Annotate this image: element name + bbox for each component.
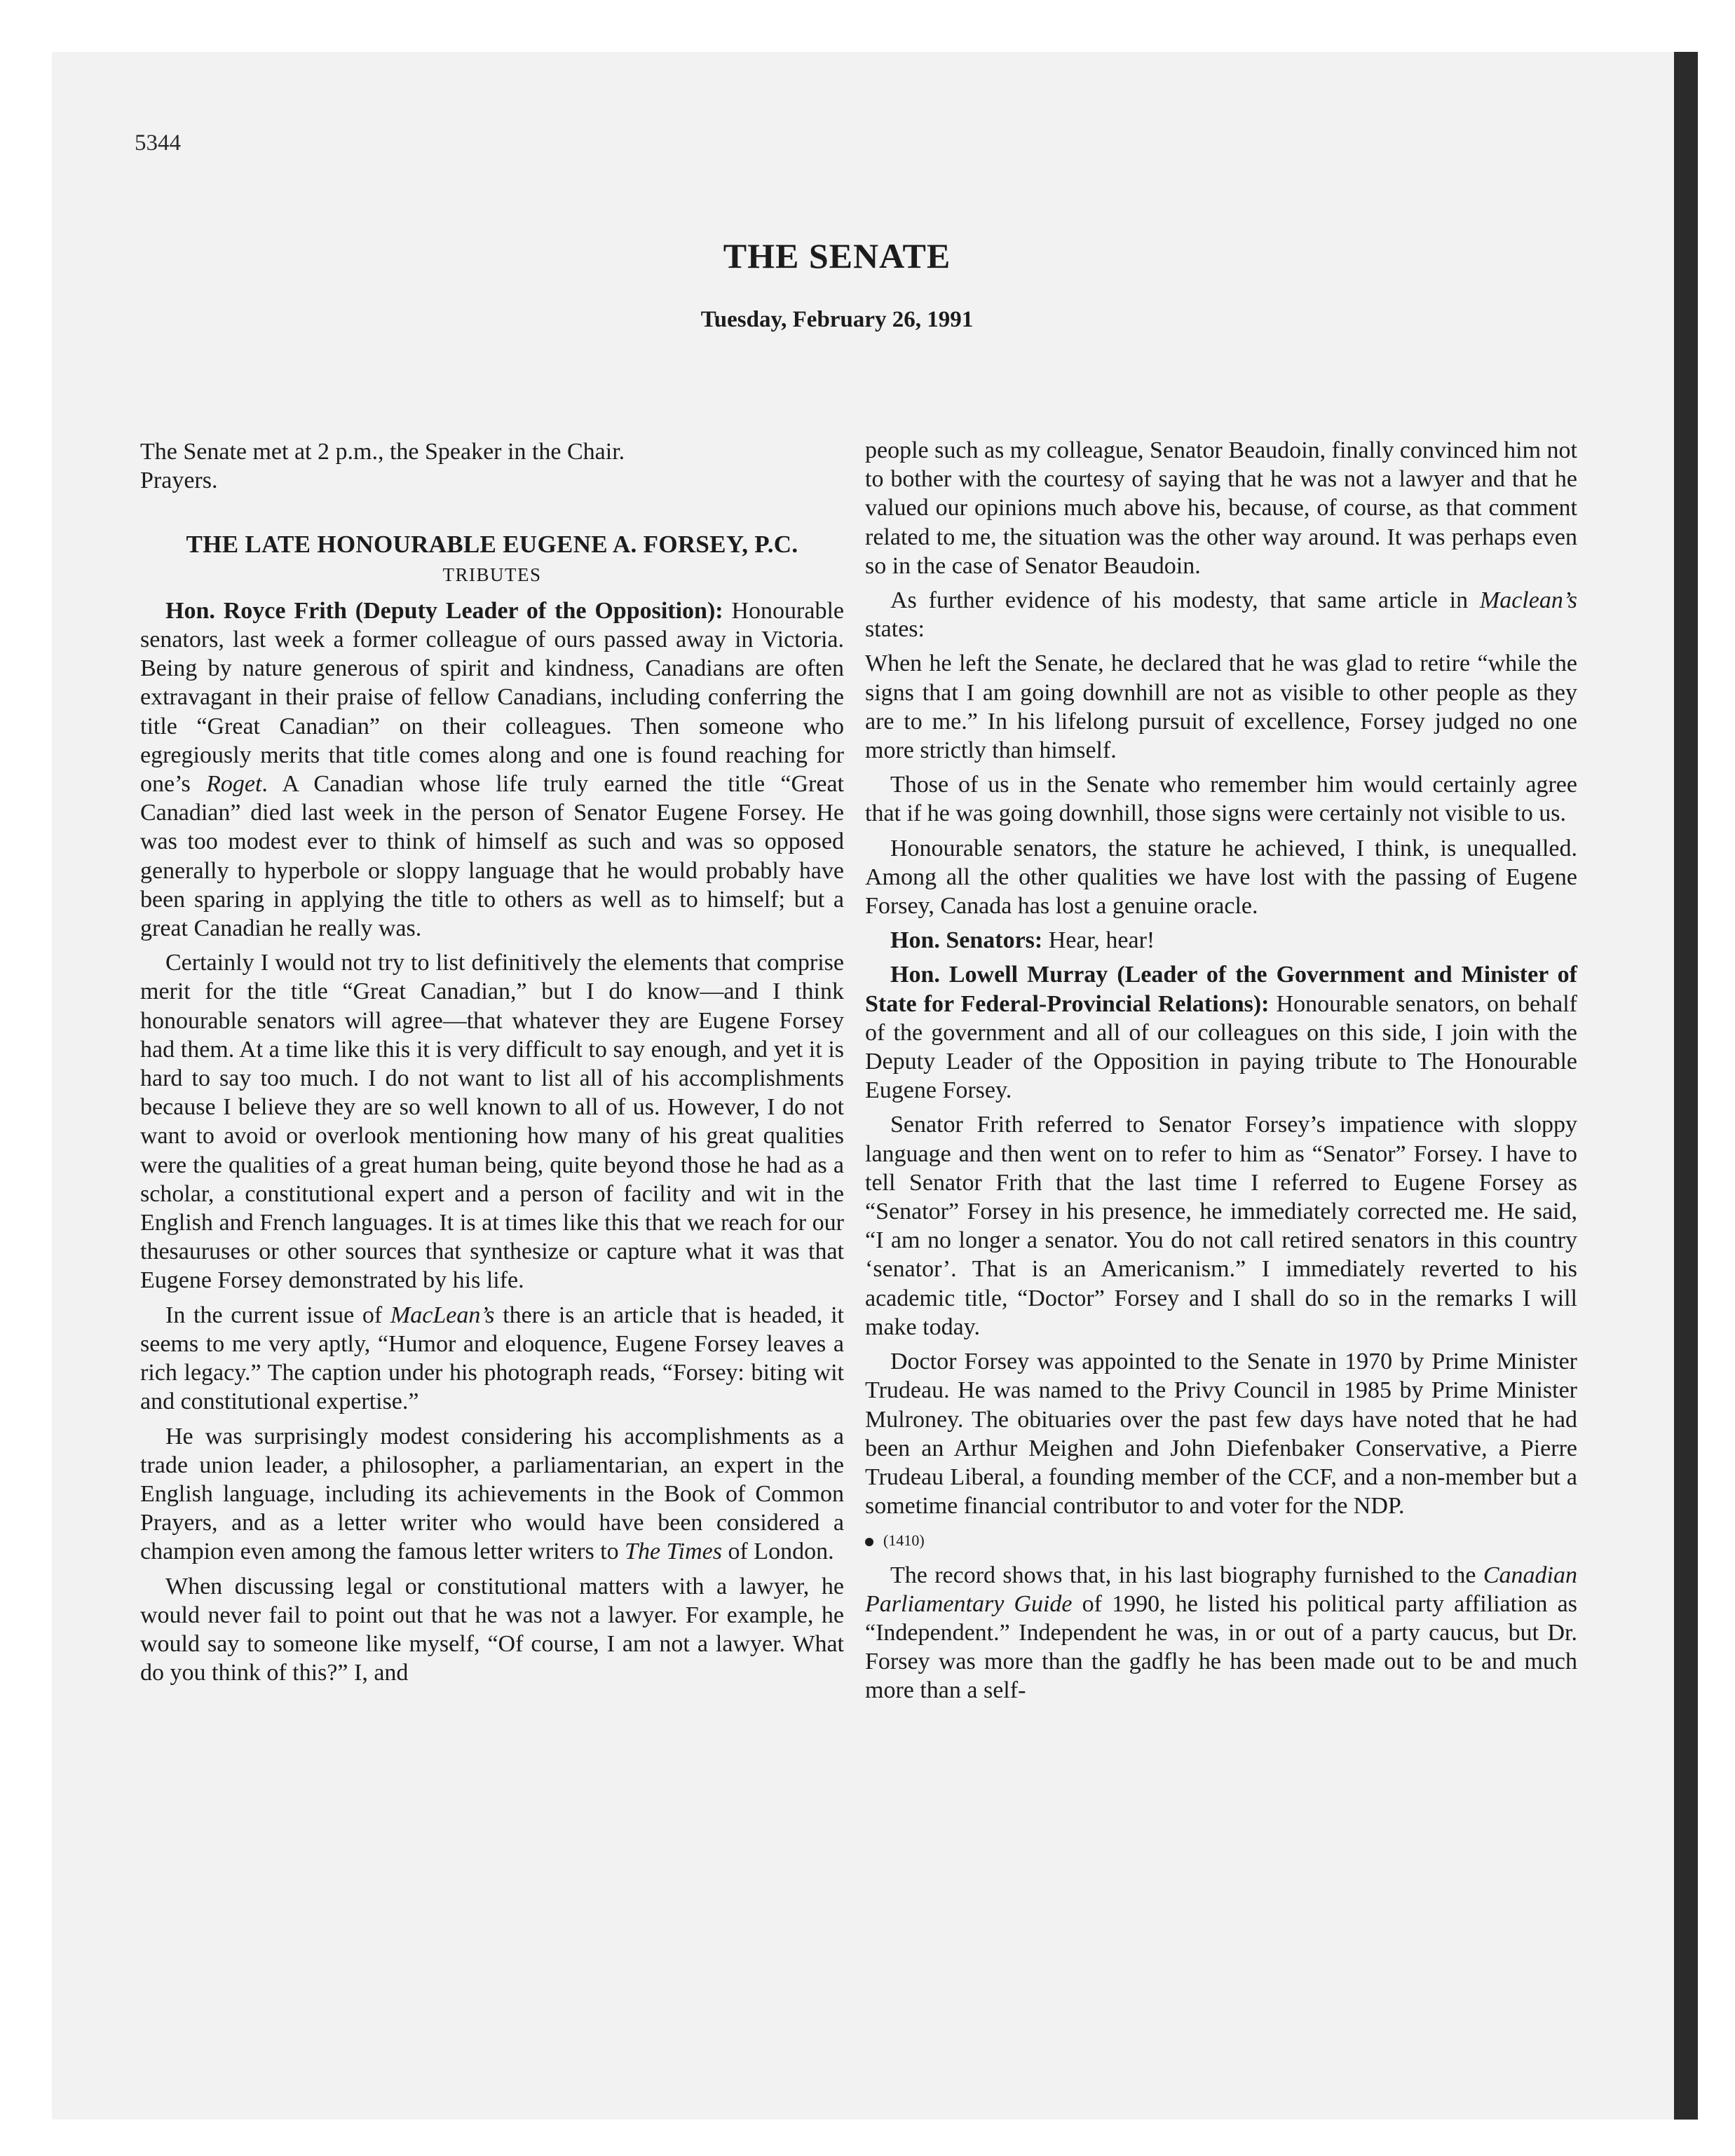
frith-paragraph-5: When discussing legal or constitutional matters with a lawyer, he would never fail to point out that he was not a lawyer. For example, he would say to someone like myself, “Of course, I am not a lawyer. What do you think of this?” I, and (140, 1573, 844, 1686)
speaker-name: Hon. Lowell Murray (Leader of the Government and Minister of State for Federal-Provincial Relations): (865, 962, 1577, 1017)
italic-title: Roget (206, 771, 262, 798)
speaker-name: Hon. Royce Frith (Deputy Leader of the Opposition): (165, 597, 723, 624)
frith-paragraph-continued: people such as my colleague, Senator Beaudoin, finally convinced him not to bother with the courtesy of saying that he was not a lawyer and that he valued our opinions much above his, because, of course, as that comment related to me, the situation was the other way around. It was perhaps even so in the case of Senator Beaudoin. (865, 437, 1577, 579)
page-number: 5344 (135, 130, 181, 156)
meeting-notice: The Senate met at 2 p.m., the Speaker in the Chair. (140, 439, 625, 465)
section-subheading: TRIBUTES (442, 564, 542, 585)
italic-title: Maclean’s (1479, 587, 1577, 614)
frith-paragraph-7: Those of us in the Senate who remember him would certainly agree that if he was going downhill, those signs were certainly not visible to us. (865, 772, 1577, 827)
senators-response: Hon. Senators: Hear, hear! (890, 927, 1155, 954)
page-title: THE SENATE (723, 236, 951, 275)
frith-paragraph-3: In the current issue of MacLean’s there is an article that is headed, it seems to me very aptly, “Humor and eloquence, Eugene Forsey leaves a rich legacy.” The caption under his photograph reads, “Forsey: biting wit and constitutional expertise.” (140, 1302, 844, 1415)
italic-title: MacLean’s (390, 1302, 495, 1328)
sitting-date: Tuesday, February 26, 1991 (700, 307, 974, 332)
scanned-page (52, 52, 1678, 2120)
time-marker: (1410) (865, 1526, 1577, 1555)
murray-paragraph-1: Hon. Lowell Murray (Leader of the Government and Minister of State for Federal-Provincial Relations): Honourable senators, on behalf of the government and all of our colleagues on this side, I join with the Deputy Leader of the Opposition in paying tribute to The Honourable Eugene Forsey. (865, 962, 1578, 1104)
italic-title: The Times (625, 1538, 722, 1565)
murray-paragraph-4: The record shows that, in his last biography furnished to the Canadian Parliamentary Guide of 1990, he listed his political party affiliation as “Independent.” Independent he was, in or out of a party caucus, but Dr. Forsey was more than the gadfly he has been made out to be and much more than a self- (865, 1562, 1577, 1704)
bullet-icon (865, 1538, 873, 1546)
right-column (865, 436, 1577, 1711)
block-quote: When he left the Senate, he declared that he was glad to retire “while the signs that I am going downhill are not as visible to other people as they are to me.” In his lifelong pursuit of excellence, Forsey judged no one more strictly than himself. (865, 650, 1577, 764)
frith-paragraph-2: Certainly I would not try to list definitively the elements that comprise merit for the title “Great Canadian,” but I do know—and I think honourable senators will agree—that whatever they are Eugene Forsey had them. At a time like this it is very difficult to say enough, and yet it is hard to say too much. I do not want to list all of his accomplishments because I believe they are so well known to all of us. However, I do not want to avoid or overlook mentioning how many of his great qualities were the qualities of a great human being, quite beyond those he had as a scholar, a constitutional expert and a person of facility and wit in the English and French languages. It is at times like this that we reach for our thesauruses or other sources that synthesize or capture what it was that Eugene Forsey demonstrated by his life. (140, 950, 844, 1294)
murray-paragraph-3: Doctor Forsey was appointed to the Senate in 1970 by Prime Minister Trudeau. He was named to the Privy Council in 1985 by Prime Minister Mulroney. The obituaries over the past few days have noted that he had been an Arthur Meighen and John Diefenbaker Conservative, a Pierre Trudeau Liberal, a founding member of the CCF, and a non-member but a sometime financial contributor to and voter for the NDP. (865, 1349, 1577, 1520)
speaker-name: Hon. Senators: (890, 927, 1043, 954)
frith-paragraph-1: Hon. Royce Frith (Deputy Leader of the Opposition): Honourable senators, last week a former colleague of ours passed away in Victoria. Being by nature generous of spirit and kindness, Canadians are often extravagant in their praise of fellow Canadians, including conferring the title “Great Canadian” on their colleagues. Then someone who egregiously merits that title comes along and one is found reaching for one’s Roget. A Canadian whose life truly earned the title “Great Canadian” died last week in the person of Senator Eugene Forsey. He was too modest ever to think of himself as such and was so opposed generally to hyperbole or sloppy language that he would probably have been sparing in applying the title to others as well as to himself; but a great Canadian he really was. (140, 597, 844, 942)
frith-paragraph-4: He was surprisingly modest considering his accomplishments as a trade union leader, a philosopher, a parliamentarian, an expert in the English language, including its achievements in the Book of Common Prayers, and as a letter writer who would have been considered a champion even among the famous letter writers to The Times of London. (140, 1423, 844, 1565)
section-heading: THE LATE HONOURABLE EUGENE A. FORSEY, P.C. (186, 531, 798, 559)
frith-paragraph-6: As further evidence of his modesty, that same article in Maclean’s states: (865, 587, 1577, 643)
scan-edge-shadow (1674, 52, 1698, 2120)
prayers-line: Prayers. (140, 468, 218, 494)
murray-paragraph-2: Senator Frith referred to Senator Forsey’s impatience with sloppy language and then went on to refer to him as “Senator” Forsey. I have to tell Senator Frith that the last time I referred to Eugene Forsey as “Senator” Forsey in his presence, he immediately corrected me. He said, “I am no longer a senator. You do not call retired senators in this country ‘senator’. That is an Americanism.” I immediately reverted to his academic title, “Doctor” Forsey and I shall do so in the remarks I will make today. (865, 1112, 1577, 1340)
italic-title: Canadian Parliamentary Guide (865, 1562, 1577, 1617)
frith-paragraph-8: Honourable senators, the stature he achieved, I think, is unequalled. Among all the other qualities we have lost with the passing of Eugene Forsey, Canada has lost a genuine oracle. (865, 835, 1577, 920)
left-column (140, 437, 844, 1693)
